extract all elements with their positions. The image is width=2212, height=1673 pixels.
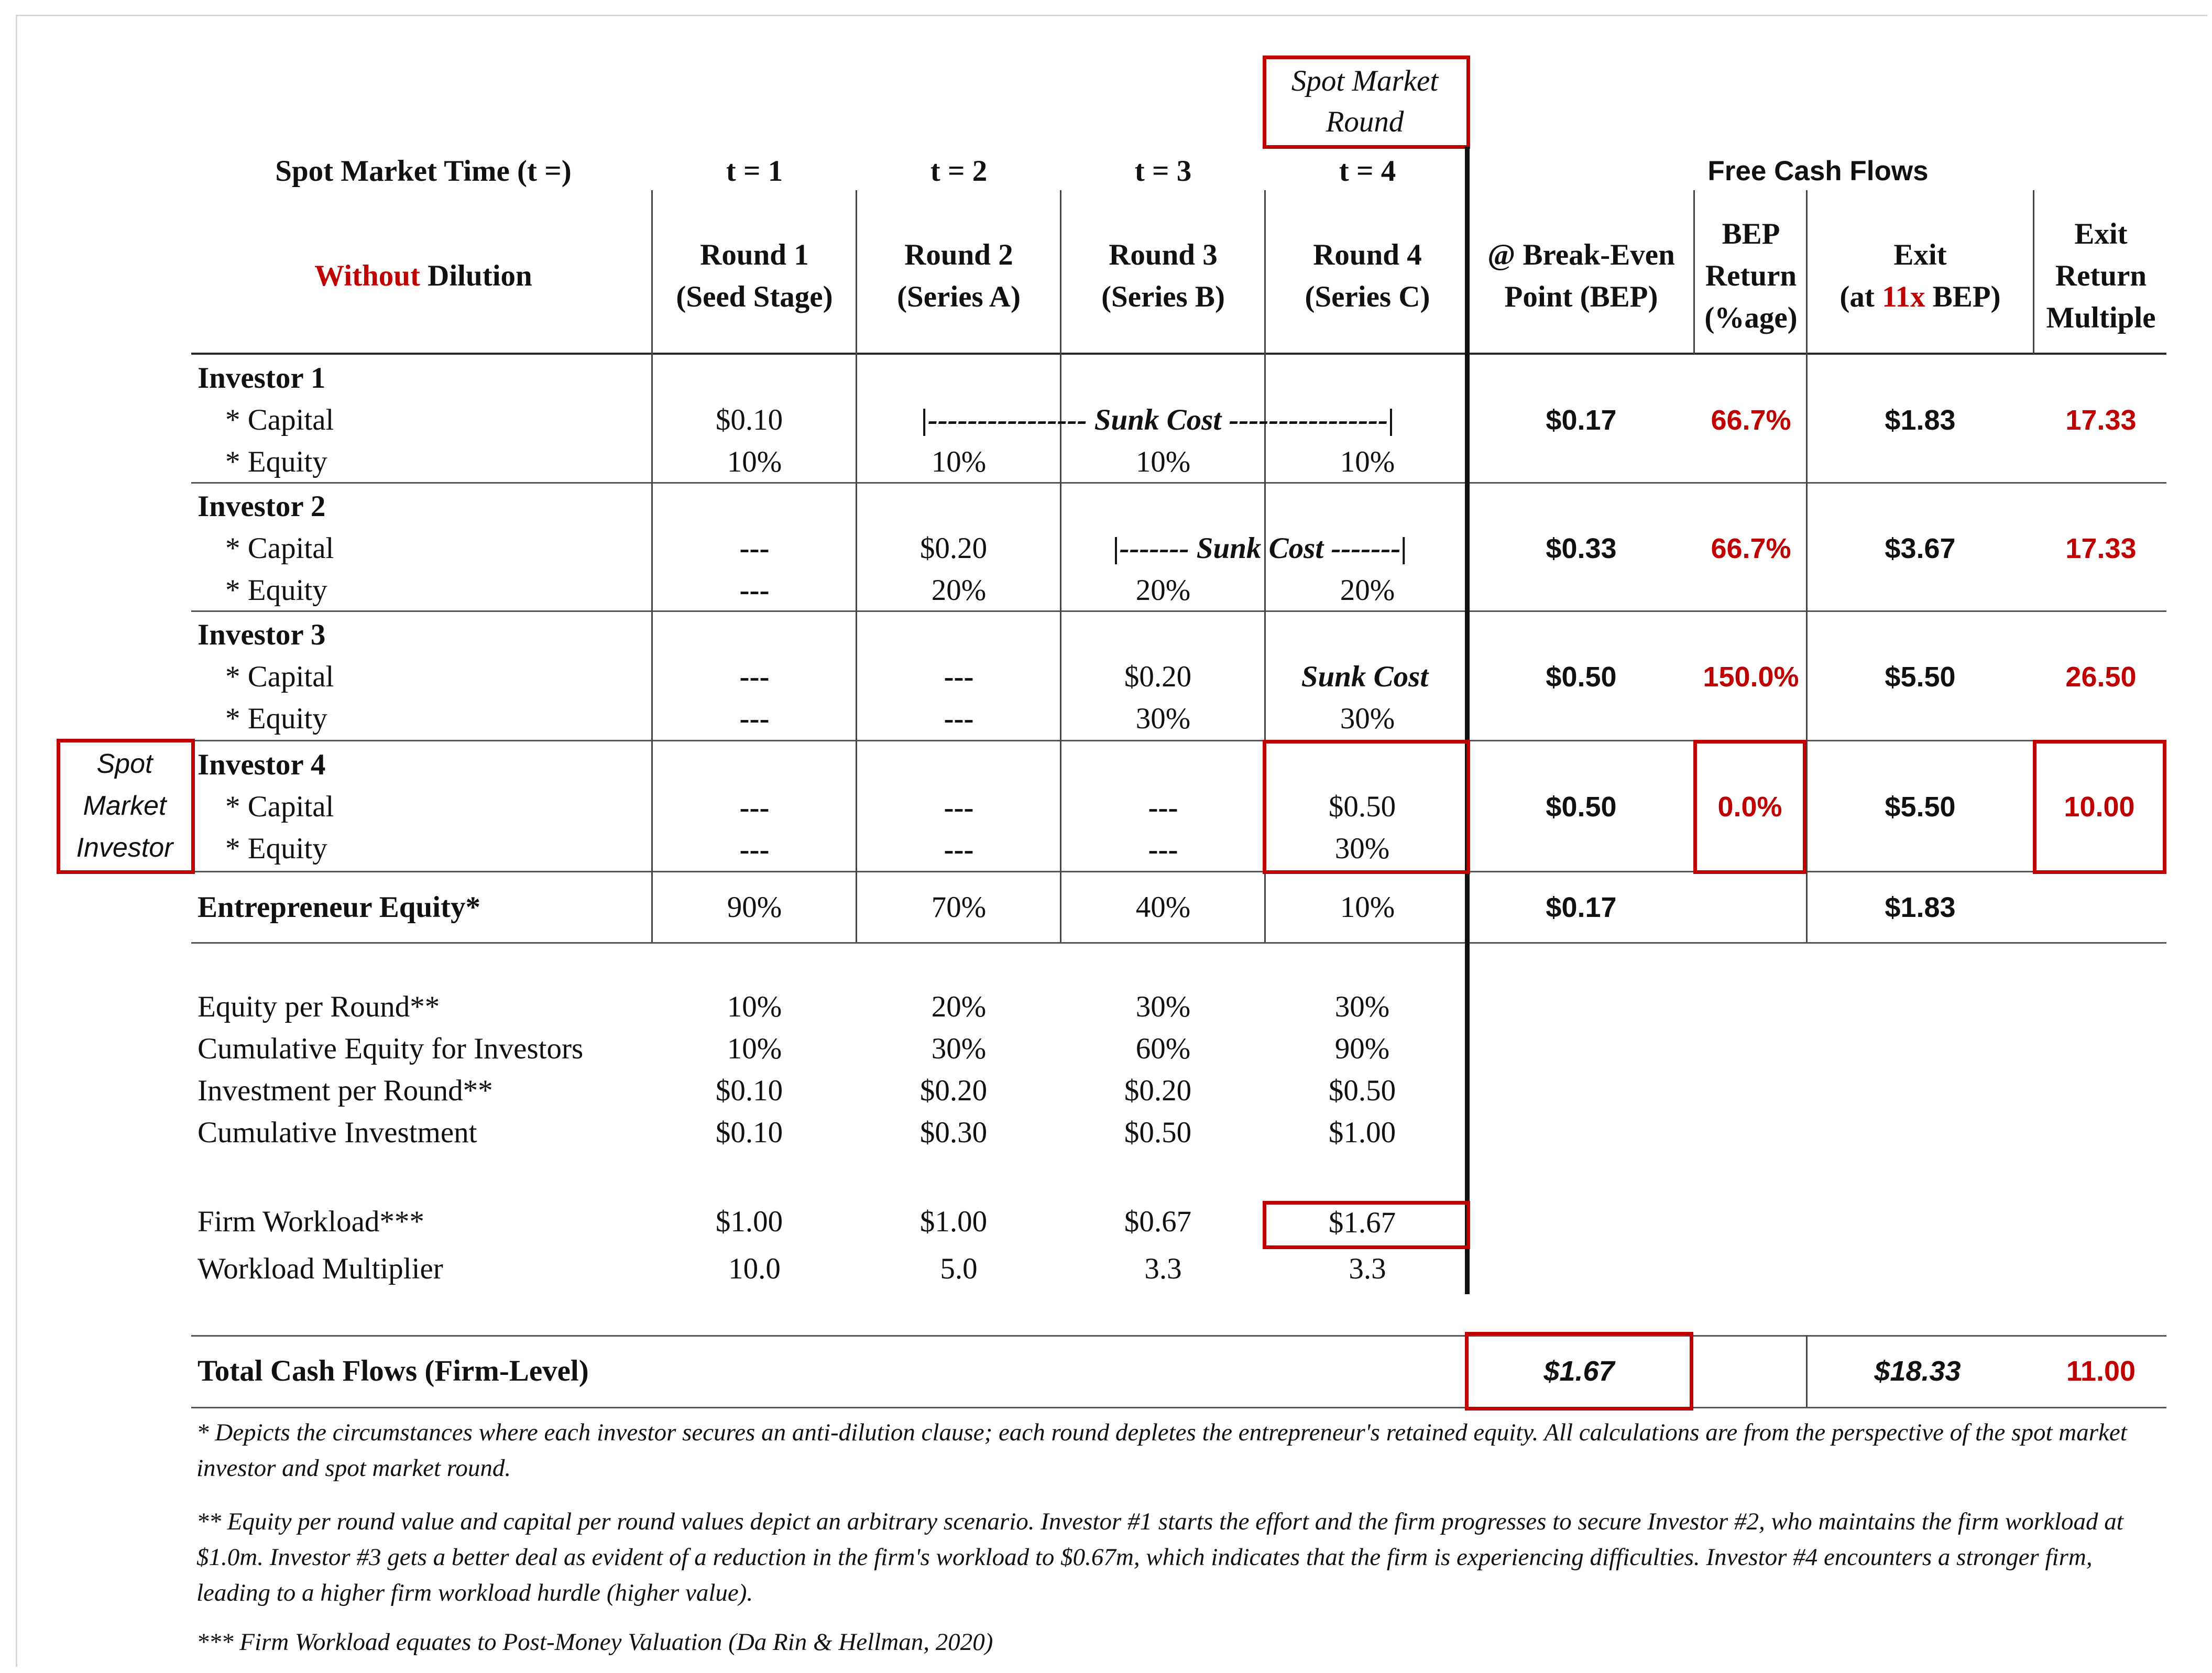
cumulative-investment-r4: $1.00 <box>1328 1116 1396 1149</box>
header-bottom-rule <box>191 353 2166 355</box>
investor-4-equity-r4: 30% <box>1334 832 1390 865</box>
investor-2-bep-return: 66.7% <box>1711 533 1791 564</box>
investor-3-equity-label: * Equity <box>225 702 327 735</box>
investor-4-equity-r3: --- <box>1148 833 1178 866</box>
round-1-name: Round 1 <box>700 238 809 271</box>
col-divider-r2-r3 <box>1060 190 1061 942</box>
exit-return-heading-line2: Return <box>2055 259 2147 292</box>
investor-1-sunk-cost: |---------------- Sunk Cost ----------------| <box>921 403 1395 436</box>
workload-multiplier-label: Workload Multiplier <box>198 1252 443 1285</box>
total-bep: $1.67 <box>1543 1355 1615 1387</box>
investor-3-name: Investor 3 <box>198 618 326 651</box>
investor-2-capital-label: * Capital <box>225 532 334 565</box>
footnote-3: *** Firm Workload equates to Post-Money Valuation (Da Rin & Hellman, 2020) <box>196 1628 993 1656</box>
firm-workload-r2: $1.00 <box>919 1205 988 1238</box>
cumulative-equity-r2: 30% <box>931 1032 987 1065</box>
bep-heading-line2: Point (BEP) <box>1504 280 1658 313</box>
investor-2-equity-r4: 20% <box>1340 574 1395 607</box>
investor-3-equity-r2: --- <box>944 702 974 735</box>
exit-heading-line2 <box>1839 280 2000 314</box>
bep-return-heading-line2: Return <box>1705 259 1797 292</box>
entrepreneur-label: Entrepreneur Equity* <box>198 891 480 924</box>
investor-2-bottom-rule <box>191 610 2166 612</box>
investor-3-capital-r3: $0.20 <box>1124 660 1192 693</box>
exit-heading-pre: (at <box>1839 280 1882 313</box>
entrepreneur-bep: $0.17 <box>1546 892 1617 923</box>
investment-per-round-r1: $0.10 <box>715 1074 783 1107</box>
time-t1: t = 1 <box>726 155 783 188</box>
total-cash-flows-label: Total Cash Flows (Firm-Level) <box>198 1354 589 1387</box>
workload-multiplier-r1: 10.0 <box>728 1252 781 1285</box>
workload-multiplier-r3: 3.3 <box>1144 1252 1182 1285</box>
col-divider-r1-r2 <box>856 190 857 942</box>
investor-1-bep: $0.17 <box>1546 404 1617 436</box>
investment-per-round-label: Investment per Round** <box>198 1074 493 1107</box>
investment-per-round-r2: $0.20 <box>919 1074 988 1107</box>
inv1-equity-divider-r3-r4 <box>1264 439 1266 482</box>
col-divider-spot-round <box>1465 147 1470 1294</box>
col-divider-bep-return <box>1693 190 1695 354</box>
equity-per-round-r1: 10% <box>727 990 782 1023</box>
firm-workload-label: Firm Workload*** <box>198 1205 424 1238</box>
total-top-rule <box>191 1335 2166 1337</box>
investor-3-capital-r1: --- <box>739 660 770 693</box>
entrepreneur-equity-r1: 90% <box>727 891 782 924</box>
col-divider-label-r1 <box>651 190 653 942</box>
total-bottom-rule <box>191 1407 2166 1408</box>
cumulative-investment-r3: $0.50 <box>1124 1116 1192 1149</box>
investor-1-name: Investor 1 <box>198 362 326 395</box>
investor-2-equity-r3: 20% <box>1135 574 1191 607</box>
investor-1-equity-r4: 10% <box>1340 445 1395 478</box>
firm-workload-r3: $0.67 <box>1124 1205 1192 1238</box>
workload-multiplier-r2: 5.0 <box>940 1252 978 1285</box>
investor-2-capital-r2: $0.20 <box>919 532 988 565</box>
entrepreneur-equity-r4: 10% <box>1340 891 1395 924</box>
investor-2-equity-r1: --- <box>739 574 770 607</box>
spot-market-time-label: Spot Market Time (t =) <box>275 155 572 188</box>
col-divider-exit-multiple <box>2033 190 2034 354</box>
workload-multiplier-r4: 3.3 <box>1349 1252 1386 1285</box>
investor-1-equity-r1: 10% <box>727 445 782 478</box>
equity-per-round-r4: 30% <box>1334 990 1390 1023</box>
inv1-equity-divider-r2-r3 <box>1060 439 1061 482</box>
investor-1-equity-r3: 10% <box>1135 445 1191 478</box>
investor-2-equity-r2: 20% <box>931 574 987 607</box>
cumulative-equity-r1: 10% <box>727 1032 782 1065</box>
bep-return-heading-line1: BEP <box>1722 217 1780 250</box>
round-3-name: Round 3 <box>1109 238 1218 271</box>
investor-1-bottom-rule <box>191 482 2166 484</box>
exit-heading-post: BEP) <box>1925 280 2001 313</box>
investor-2-sunk-cost: |------- Sunk Cost -------| <box>1113 532 1407 565</box>
investor-2-name: Investor 2 <box>198 490 326 523</box>
cumulative-equity-r4: 90% <box>1334 1032 1390 1065</box>
firm-workload-r4: $1.67 <box>1328 1206 1396 1239</box>
investment-per-round-r3: $0.20 <box>1124 1074 1192 1107</box>
investor-1-capital-label: * Capital <box>225 403 334 436</box>
investor-4-equity-r1: --- <box>739 833 770 866</box>
investor-3-bep-return: 150.0% <box>1703 661 1799 693</box>
without-word: Without <box>314 259 420 292</box>
entrepreneur-equity-r3: 40% <box>1135 891 1191 924</box>
dilution-word: Dilution <box>420 259 532 292</box>
time-t4: t = 4 <box>1339 155 1396 188</box>
investor-4-bottom-rule <box>191 871 2166 872</box>
entrepreneur-exit: $1.83 <box>1885 892 1956 923</box>
investor-1-exit: $1.83 <box>1885 404 1956 436</box>
time-t2: t = 2 <box>930 155 988 188</box>
investor-4-exit-multiple: 10.00 <box>2064 791 2135 823</box>
investor-3-bep: $0.50 <box>1546 661 1617 693</box>
investor-1-exit-multiple: 17.33 <box>2065 404 2137 436</box>
investor-4-capital-r2: --- <box>944 791 974 824</box>
round-3-stage: (Series B) <box>1101 280 1225 313</box>
equity-per-round-r3: 30% <box>1135 990 1191 1023</box>
total-divider-exit <box>1806 1335 1808 1407</box>
investor-1-equity-r2: 10% <box>931 445 987 478</box>
investor-1-equity-label: * Equity <box>225 445 327 478</box>
investor-3-equity-r3: 30% <box>1135 702 1191 735</box>
investor-2-bep: $0.33 <box>1546 533 1617 564</box>
investor-3-bottom-rule <box>191 740 2166 741</box>
spot-market-investor-label: Spot Market Investor <box>76 749 173 863</box>
investor-3-equity-r1: --- <box>739 702 770 735</box>
investor-4-capital-r1: --- <box>739 791 770 824</box>
entrepreneur-bottom-rule <box>191 942 2166 944</box>
investor-4-equity-r2: --- <box>944 833 974 866</box>
total-exit: $18.33 <box>1874 1355 1961 1387</box>
cumulative-investment-r1: $0.10 <box>715 1116 783 1149</box>
investor-3-capital-r2: --- <box>944 660 974 693</box>
investor-3-equity-r4: 30% <box>1340 702 1395 735</box>
investor-4-exit: $5.50 <box>1885 791 1956 823</box>
investor-3-capital-label: * Capital <box>225 660 334 693</box>
investor-4-bep: $0.50 <box>1546 791 1617 823</box>
cumulative-equity-label: Cumulative Equity for Investors <box>198 1032 584 1065</box>
investor-4-name: Investor 4 <box>198 748 326 781</box>
footnote-2: ** Equity per round value and capital per round values depict an arbitrary scenario. Investor #1 starts the effort and the firm progresses to secure Investor #2, who maintains the firm workload at $1.0m. Investor #3 gets a better deal as evident of a reduction in the firm's workload to $0.67m, which indicates that the firm is experiencing difficulties. Investor #4 encounters a stronger firm, leading to a higher firm workload hurdle (higher value). <box>196 1508 2123 1606</box>
exit-heading-multiplier: 11x <box>1882 280 1925 313</box>
investor-1-capital-r1: $0.10 <box>715 403 783 436</box>
without-dilution-heading <box>314 259 532 293</box>
inv2-equity-divider-r3-r4 <box>1264 566 1266 610</box>
investor-3-exit-multiple: 26.50 <box>2065 661 2137 693</box>
investor-4-capital-r4: $0.50 <box>1328 790 1396 823</box>
exit-return-heading-line1: Exit <box>2074 217 2128 250</box>
exit-return-heading-line3: Multiple <box>2046 301 2156 334</box>
investor-4-equity-label: * Equity <box>225 832 327 865</box>
equity-per-round-r2: 20% <box>931 990 987 1023</box>
round-4-stage: (Series C) <box>1305 280 1430 313</box>
equity-per-round-label: Equity per Round** <box>198 990 440 1023</box>
cumulative-equity-r3: 60% <box>1135 1032 1191 1065</box>
cumulative-investment-label: Cumulative Investment <box>198 1116 477 1149</box>
spot-market-round-label: Spot Market Round <box>1291 64 1439 138</box>
round-4-name: Round 4 <box>1313 238 1422 271</box>
investor-3-exit: $5.50 <box>1885 661 1956 693</box>
round-2-stage: (Series A) <box>897 280 1021 313</box>
cumulative-investment-r2: $0.30 <box>919 1116 988 1149</box>
investor-4-capital-label: * Capital <box>225 790 334 823</box>
investor-4-bep-return: 0.0% <box>1717 791 1782 823</box>
firm-workload-r1: $1.00 <box>715 1205 783 1238</box>
investor-3-sunk-cost: Sunk Cost <box>1301 660 1429 693</box>
footnote-1: * Depicts the circumstances where each investor secures an anti-dilution clause; each round depletes the entrepreneur's retained equity. All calculations are from the perspective of the spot market investor and spot market round. <box>196 1419 2127 1482</box>
investor-2-exit-multiple: 17.33 <box>2065 533 2137 564</box>
entrepreneur-equity-r2: 70% <box>931 891 987 924</box>
investor-2-capital-r1: --- <box>739 532 770 565</box>
bep-heading-line1: @ Break-Even <box>1487 238 1675 271</box>
time-t3: t = 3 <box>1134 155 1192 188</box>
round-2-name: Round 2 <box>904 238 1013 271</box>
round-1-stage: (Seed Stage) <box>676 280 833 313</box>
exit-heading-line1: Exit <box>1893 238 1947 271</box>
investor-2-exit: $3.67 <box>1885 533 1956 564</box>
bep-return-heading-line3: (%age) <box>1704 301 1798 334</box>
free-cash-flows-heading: Free Cash Flows <box>1707 156 1929 187</box>
investment-per-round-r4: $0.50 <box>1328 1074 1396 1107</box>
investor-1-bep-return: 66.7% <box>1711 404 1791 436</box>
total-multiple: 11.00 <box>2066 1355 2136 1387</box>
investor-4-capital-r3: --- <box>1148 791 1178 824</box>
investor-2-equity-label: * Equity <box>225 574 327 607</box>
